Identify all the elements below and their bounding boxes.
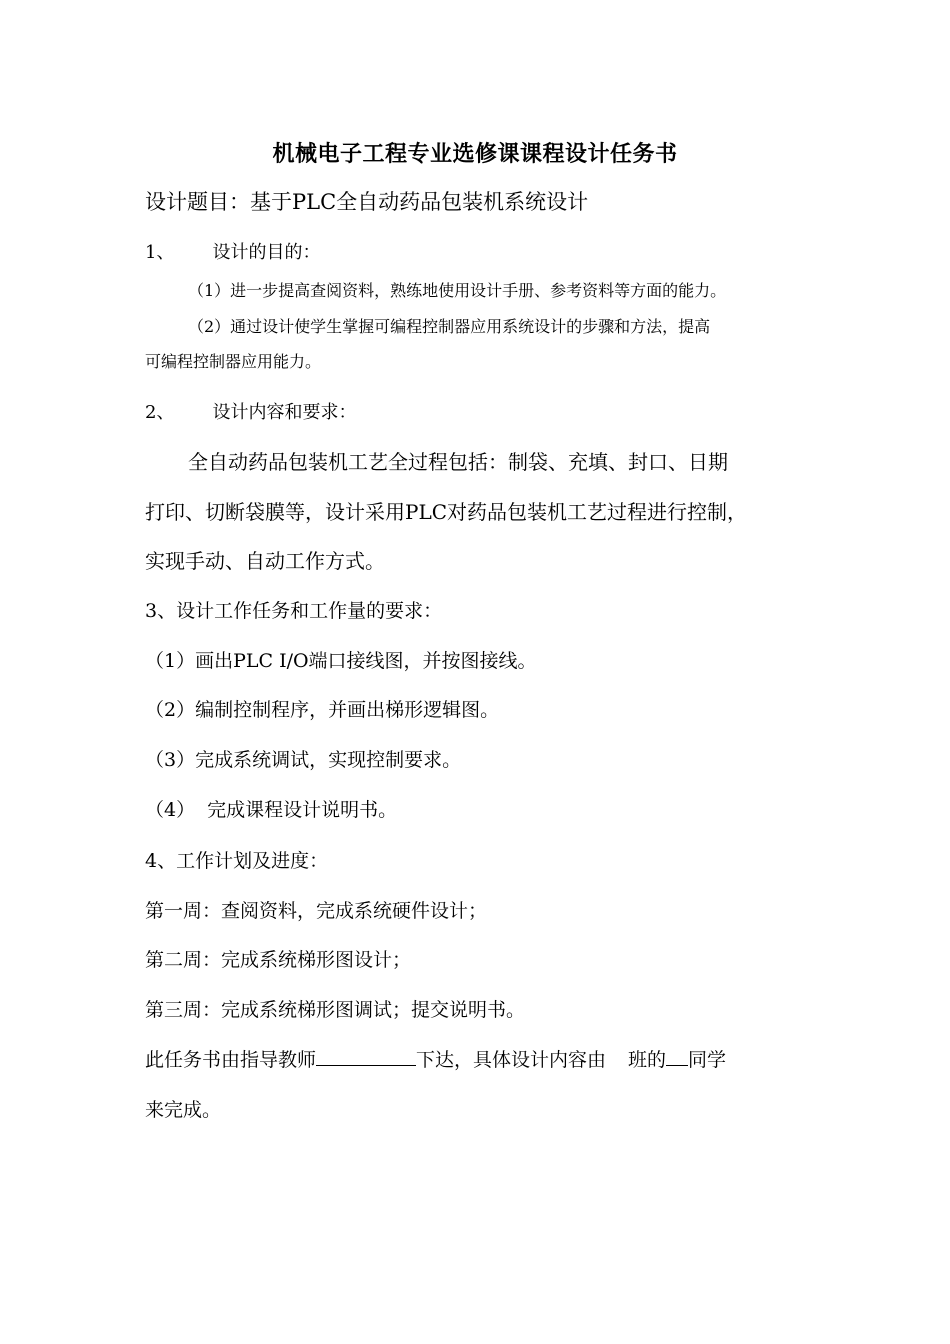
section-1-item-2-cont: 可编程控制器应用能力。 bbox=[145, 352, 322, 371]
week-3-plan: 第三周：完成系统梯形图调试；提交说明书。 bbox=[145, 999, 526, 1021]
closing-text-2: 下达，具体设计内容由 bbox=[416, 1049, 607, 1071]
week-2-plan: 第二周：完成系统梯形图设计； bbox=[145, 949, 412, 971]
section-1-title: 设计的目的： bbox=[212, 242, 321, 263]
section-3-item-2: （2）编制控制程序，并画出梯形逻辑图。 bbox=[145, 699, 500, 721]
section-2-heading bbox=[145, 398, 356, 424]
student-name-blank[interactable] bbox=[666, 1047, 688, 1066]
section-2-line-3: 实现手动、自动工作方式。 bbox=[145, 549, 385, 573]
class-blank[interactable] bbox=[606, 1048, 628, 1066]
document-title: 机械电子工程专业选修课课程设计任务书 bbox=[272, 141, 678, 167]
closing-line-2: 来完成。 bbox=[145, 1099, 222, 1121]
section-4-heading: 4、工作计划及进度： bbox=[145, 850, 329, 872]
closing-text-4: 同学 bbox=[688, 1049, 727, 1071]
closing-line-1 bbox=[145, 1045, 726, 1072]
section-1-heading bbox=[145, 238, 320, 264]
section-1-number: 1、 bbox=[145, 242, 175, 263]
section-3-item-4: （4） 完成课程设计说明书。 bbox=[145, 799, 398, 821]
section-3-item-3: （3）完成系统调试，实现控制要求。 bbox=[145, 749, 462, 771]
closing-text-1: 此任务书由指导教师 bbox=[145, 1049, 317, 1071]
design-topic: 设计题目：基于PLC全自动药品包装机系统设计 bbox=[145, 190, 589, 214]
teacher-name-blank[interactable] bbox=[316, 1047, 416, 1066]
section-2-line-2: 打印、切断袋膜等，设计采用PLC对药品包装机工艺过程进行控制， bbox=[145, 500, 748, 524]
section-1-item-2: （2）通过设计使学生掌握可编程控制器应用系统设计的步骤和方法，提高 bbox=[188, 317, 711, 336]
section-1-item-1: （1）进一步提高查阅资料，熟练地使用设计手册、参考资料等方面的能力。 bbox=[188, 281, 727, 300]
section-3-heading: 3、设计工作任务和工作量的要求： bbox=[145, 600, 443, 622]
section-2-number: 2、 bbox=[145, 402, 175, 423]
section-3-item-1: （1）画出PLC I/O端口接线图，并按图接线。 bbox=[145, 650, 537, 672]
closing-text-3: 班的 bbox=[628, 1049, 667, 1071]
section-2-title: 设计内容和要求： bbox=[212, 402, 357, 423]
section-2-line-1: 全自动药品包装机工艺全过程包括：制袋、充填、封口、日期 bbox=[188, 450, 728, 474]
week-1-plan: 第一周：查阅资料，完成系统硬件设计； bbox=[145, 900, 488, 922]
